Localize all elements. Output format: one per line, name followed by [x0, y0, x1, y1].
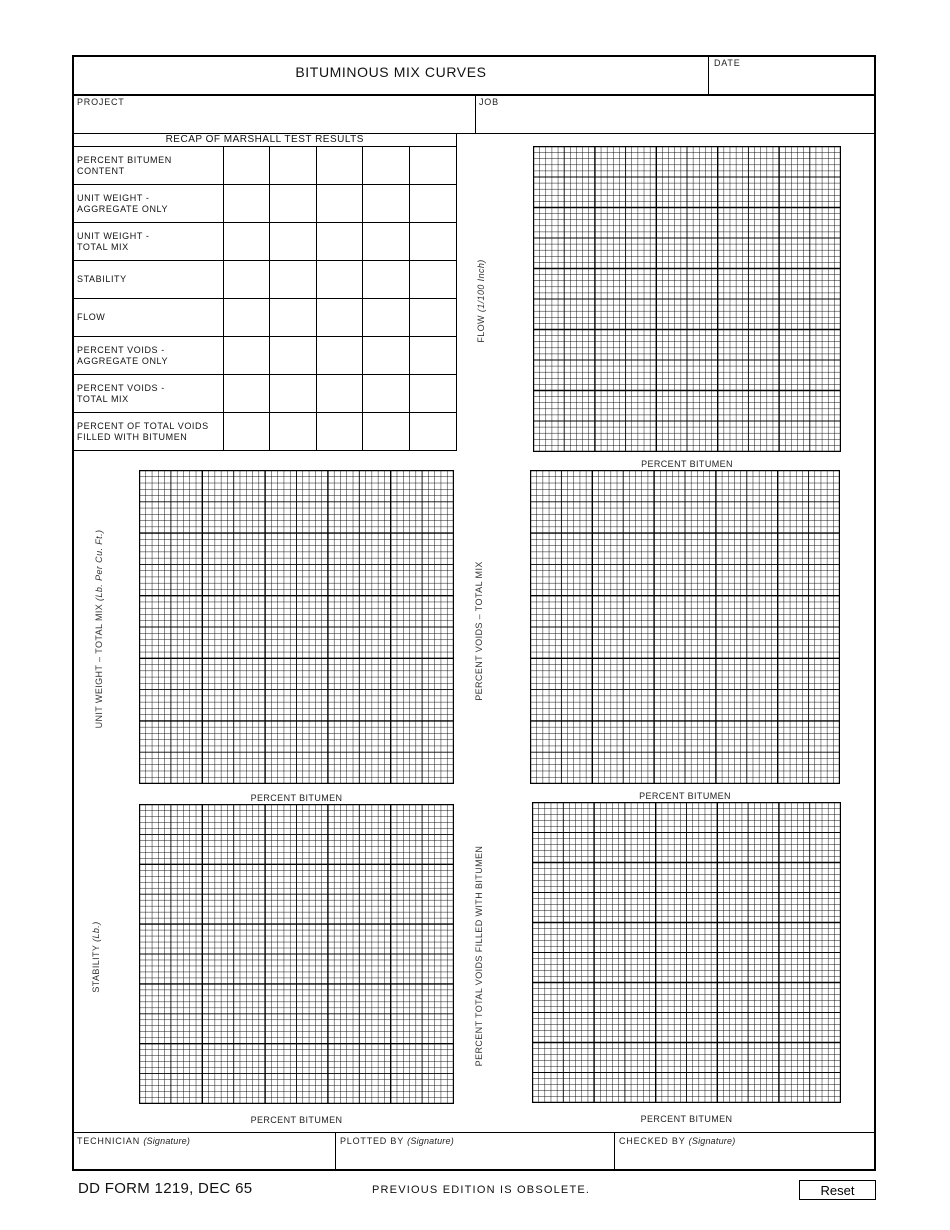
recap-row-label-line2: CONTENT: [77, 165, 125, 176]
unit-weight-ylabel: UNIT WEIGHT – TOTAL MIX (Lb. Per Cu. Ft.): [94, 529, 104, 729]
recap-row-label-line1: UNIT WEIGHT -: [77, 230, 150, 241]
recap-cell: [269, 413, 316, 451]
checked-by-label: CHECKED BY (Signature): [619, 1136, 736, 1146]
recap-input[interactable]: [363, 147, 409, 184]
recap-input[interactable]: [410, 185, 456, 222]
project-field[interactable]: [76, 109, 472, 131]
project-label: PROJECT: [77, 97, 125, 107]
recap-cell: [316, 185, 362, 223]
recap-row-label: [74, 413, 223, 451]
unit-weight-graph: [139, 470, 454, 784]
recap-row: [74, 375, 456, 413]
form-title: BITUMINOUS MIX CURVES: [295, 64, 487, 80]
job-field[interactable]: [478, 109, 874, 131]
voids-filled-ylabel: PERCENT TOTAL VOIDS FILLED WITH BITUMEN: [474, 845, 484, 1067]
date-label: DATE: [714, 58, 741, 68]
recap-cell: [409, 375, 456, 413]
recap-input[interactable]: [410, 413, 456, 450]
recap-cell: [362, 337, 409, 375]
recap-input[interactable]: [224, 223, 269, 260]
recap-cell: [362, 375, 409, 413]
recap-input[interactable]: [410, 337, 456, 374]
recap-input[interactable]: [363, 337, 409, 374]
recap-row-label-line2: AGGREGATE ONLY: [77, 355, 169, 366]
edition-note: PREVIOUS EDITION IS OBSOLETE.: [372, 1184, 591, 1196]
recap-cell: [316, 413, 362, 451]
technician-label: TECHNICIAN (Signature): [77, 1136, 191, 1146]
recap-cell: [269, 299, 316, 337]
recap-cell: [362, 261, 409, 299]
recap-cell: [316, 223, 362, 261]
recap-row-label: [74, 147, 223, 185]
recap-row-label: [74, 223, 223, 261]
recap-input[interactable]: [270, 299, 316, 336]
signature-col-2: [614, 1132, 615, 1171]
recap-input[interactable]: [224, 375, 269, 412]
recap-input[interactable]: [410, 223, 456, 260]
plotted-by-label: PLOTTED BY (Signature): [340, 1136, 454, 1146]
recap-cell: [409, 185, 456, 223]
recap-input[interactable]: [317, 185, 362, 222]
recap-row-label: [74, 337, 223, 375]
recap-cell: [316, 375, 362, 413]
flow-xlabel: PERCENT BITUMEN: [641, 459, 733, 469]
recap-input[interactable]: [224, 299, 269, 336]
recap-cell: [362, 185, 409, 223]
recap-cell: [223, 185, 269, 223]
recap-title: RECAP OF MARSHALL TEST RESULTS: [74, 133, 456, 147]
recap-row-label-line1: FLOW: [77, 312, 106, 322]
recap-row-label-line1: PERCENT BITUMEN: [77, 154, 172, 165]
voids-filled-graph: [532, 802, 841, 1103]
date-field[interactable]: [712, 70, 874, 92]
recap-row: [74, 223, 456, 261]
recap-input[interactable]: [363, 261, 409, 298]
plotted-by-field[interactable]: [339, 1148, 611, 1169]
recap-input[interactable]: [317, 261, 362, 298]
recap-row-label-line2: TOTAL MIX: [77, 241, 129, 252]
unit-weight-xlabel: PERCENT BITUMEN: [250, 793, 343, 803]
recap-cell: [316, 261, 362, 299]
voids-total-xlabel: PERCENT BITUMEN: [639, 791, 731, 801]
recap-cell: [269, 337, 316, 375]
technician-field[interactable]: [76, 1148, 332, 1169]
recap-input[interactable]: [317, 299, 362, 336]
recap-input[interactable]: [317, 375, 362, 412]
recap-input[interactable]: [224, 147, 269, 184]
header-divider: [72, 94, 876, 96]
recap-row-label-line1: PERCENT VOIDS -: [77, 344, 165, 355]
recap-input[interactable]: [270, 147, 316, 184]
checked-by-field[interactable]: [618, 1148, 873, 1169]
recap-input[interactable]: [270, 375, 316, 412]
recap-cell: [223, 375, 269, 413]
recap-cell: [316, 299, 362, 337]
recap-cell: [316, 147, 362, 185]
recap-cell: [223, 299, 269, 337]
recap-cell: [362, 147, 409, 185]
recap-cell: [223, 413, 269, 451]
recap-input[interactable]: [410, 299, 456, 336]
recap-input[interactable]: [224, 185, 269, 222]
recap-input[interactable]: [363, 299, 409, 336]
voids-total-ylabel: PERCENT VOIDS – TOTAL MIX: [474, 561, 484, 701]
recap-cell: [362, 299, 409, 337]
recap-cell: [223, 261, 269, 299]
recap-cell: [269, 185, 316, 223]
recap-cell: [362, 413, 409, 451]
recap-cell: [409, 337, 456, 375]
stability-ylabel: STABILITY (Lb.): [91, 921, 101, 993]
recap-cell: [409, 299, 456, 337]
recap-input[interactable]: [363, 223, 409, 260]
recap-input[interactable]: [317, 223, 362, 260]
date-divider: [708, 55, 709, 95]
recap-row: [74, 299, 456, 337]
job-label: JOB: [479, 97, 499, 107]
flow-ylabel: FLOW (1/100 Inch): [476, 259, 486, 343]
recap-input[interactable]: [317, 337, 362, 374]
form-number: DD FORM 1219, DEC 65: [78, 1180, 253, 1197]
recap-cell: [223, 223, 269, 261]
recap-input[interactable]: [224, 261, 269, 298]
recap-cell: [223, 337, 269, 375]
recap-input[interactable]: [224, 337, 269, 374]
recap-row-label-line2: TOTAL MIX: [77, 393, 129, 404]
reset-button[interactable]: Reset: [799, 1180, 876, 1200]
recap-row-label: [74, 299, 223, 337]
recap-row: [74, 185, 456, 223]
stability-graph: [139, 804, 454, 1104]
stability-xlabel: PERCENT BITUMEN: [250, 1115, 343, 1125]
recap-row: [74, 337, 456, 375]
voids-total-mix-graph: [530, 470, 840, 784]
recap-row-label: [74, 261, 223, 299]
signature-col-1: [335, 1132, 336, 1171]
recap-table: [74, 133, 457, 451]
recap-input[interactable]: [410, 261, 456, 298]
recap-row: [74, 261, 456, 299]
recap-cell: [269, 375, 316, 413]
recap-cell: [409, 413, 456, 451]
recap-row-label-line2: AGGREGATE ONLY: [77, 203, 169, 214]
recap-row-label-line1: UNIT WEIGHT -: [77, 192, 150, 203]
recap-input[interactable]: [224, 413, 269, 450]
recap-input[interactable]: [270, 413, 316, 450]
recap-row-label-line1: STABILITY: [77, 274, 127, 284]
recap-input[interactable]: [270, 185, 316, 222]
recap-cell: [223, 147, 269, 185]
recap-input[interactable]: [270, 223, 316, 260]
voids-filled-xlabel: PERCENT BITUMEN: [640, 1114, 733, 1124]
recap-row-label-line1: PERCENT VOIDS -: [77, 382, 165, 393]
recap-row-label: [74, 185, 223, 223]
recap-input[interactable]: [363, 185, 409, 222]
recap-input[interactable]: [270, 337, 316, 374]
recap-cell: [269, 223, 316, 261]
recap-cell: [269, 261, 316, 299]
recap-row-label: [74, 375, 223, 413]
recap-input[interactable]: [270, 261, 316, 298]
recap-header-row: [74, 133, 456, 147]
recap-cell: [409, 261, 456, 299]
recap-row: [74, 413, 456, 451]
recap-input[interactable]: [363, 375, 409, 412]
signature-divider: [72, 1132, 876, 1133]
recap-row: [74, 147, 456, 185]
recap-row-label-line2: FILLED WITH BITUMEN: [77, 431, 188, 442]
recap-cell: [409, 147, 456, 185]
recap-input[interactable]: [410, 147, 456, 184]
job-divider: [475, 95, 476, 134]
recap-input[interactable]: [363, 413, 409, 450]
recap-input[interactable]: [410, 375, 456, 412]
flow-graph: [533, 146, 841, 452]
recap-cell: [362, 223, 409, 261]
recap-cell: [409, 223, 456, 261]
recap-input[interactable]: [317, 147, 362, 184]
recap-cell: [269, 147, 316, 185]
recap-input[interactable]: [317, 413, 362, 450]
recap-cell: [316, 337, 362, 375]
recap-row-label-line1: PERCENT OF TOTAL VOIDS: [77, 420, 209, 431]
